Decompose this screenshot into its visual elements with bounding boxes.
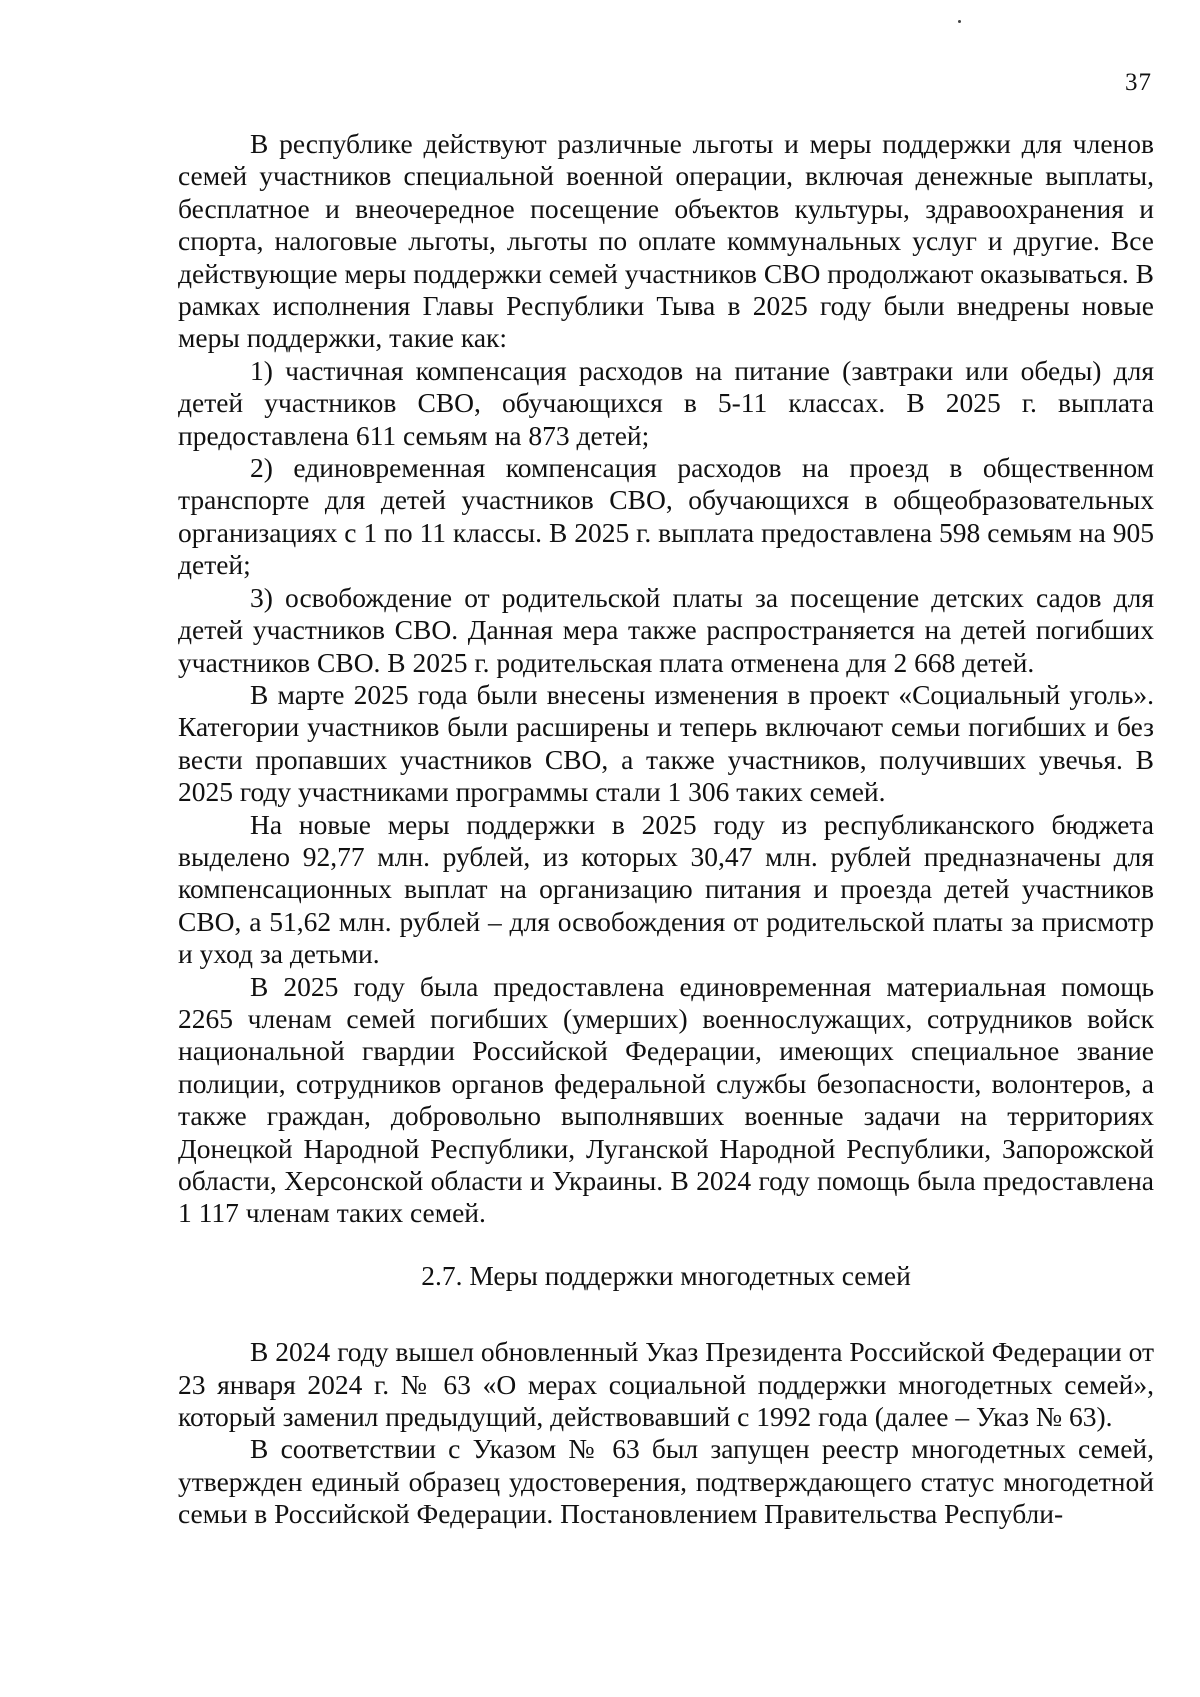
document-body [178,128,1154,1531]
paragraph-social-coal: В марте 2025 года были внесены изменения в проект «Социальный уголь». Категории участников были расширены и теперь включают семьи погибших и без вести пропавших участников СВО, а также участников, получивших увечья. В 2025 году участниками программы стали 1 306 таких семей. [178,678,1154,808]
paragraph-intro: В республике действуют различные льготы и меры поддержки для членов семей участников специальной военной операции, включая денежные выплаты, бесплатное и внеочередное посещение объектов культуры, здравоохранения и спорта, налоговые льготы, льготы по оплате коммунальных услуг и другие. Все действующие меры поддержки семей участников СВО продолжают оказываться. В рамках исполнения Главы Республики Тыва в 2025 году были внедрены новые меры поддержки, такие как: [178,128,1154,354]
paragraph-item-3: 3) освобождение от родительской платы за посещение детских садов для детей участников СВО. Данная мера также распространяется на детей погибших участников СВО. В 2025 г. родительская плата отменена для 2 668 детей. [178,581,1154,678]
paragraph-registry: В соответствии с Указом № 63 был запущен реестр многодетных семей, утвержден единый образец удостоверения, подтверждающего статус многодетной семьи в Российской Федерации. Постановлением Правительства Республи- [178,1433,1154,1530]
page-number: 37 [1125,69,1152,96]
paragraph-budget: На новые меры поддержки в 2025 году из республиканского бюджета выделено 92,77 млн. рублей, из которых 30,47 млн. рублей предназначены для компенсационных выплат на организацию питания и проезда детей участников СВО, а 51,62 млн. рублей – для освобождения от родительской платы за присмотр и уход за детьми. [178,808,1154,970]
paragraph-material-aid: В 2025 году была предоставлена единовременная материальная помощь 2265 членам семей погибших (умерших) военнослужащих, сотрудников войск национальной гвардии Российской Федерации, имеющих специальное звание полиции, сотрудников органов федеральной службы безопасности, волонтеров, а также граждан, добровольно выполнявших военные задачи на территориях Донецкой Народной Республики, Луганской Народной Республики, Запорожской области, Херсонской области и Украины. В 2024 году помощь была предоставлена 1 117 членам таких семей. [178,970,1154,1229]
section-heading: 2.7. Меры поддержки многодетных семей [421,1259,911,1291]
paragraph-item-1: 1) частичная компенсация расходов на питание (завтраки или обеды) для детей участников СВО, обучающихся в 5-11 классах. В 2025 г. выплата предоставлена 611 семьям на 873 детей; [178,354,1154,451]
paragraph-decree: В 2024 году вышел обновленный Указ Президента Российской Федерации от 23 января 2024 г. № 63 «О мерах социальной поддержки многодетных семей», который заменил предыдущий, действовавший с 1992 года (далее – Указ № 63). [178,1336,1154,1433]
paragraph-item-2: 2) единовременная компенсация расходов на проезд в общественном транспорте для детей участников СВО, обучающихся в общеобразовательных организациях с 1 по 11 классы. В 2025 г. выплата предоставлена 598 семьям на 905 детей; [178,452,1154,581]
scan-speck [958,20,961,23]
